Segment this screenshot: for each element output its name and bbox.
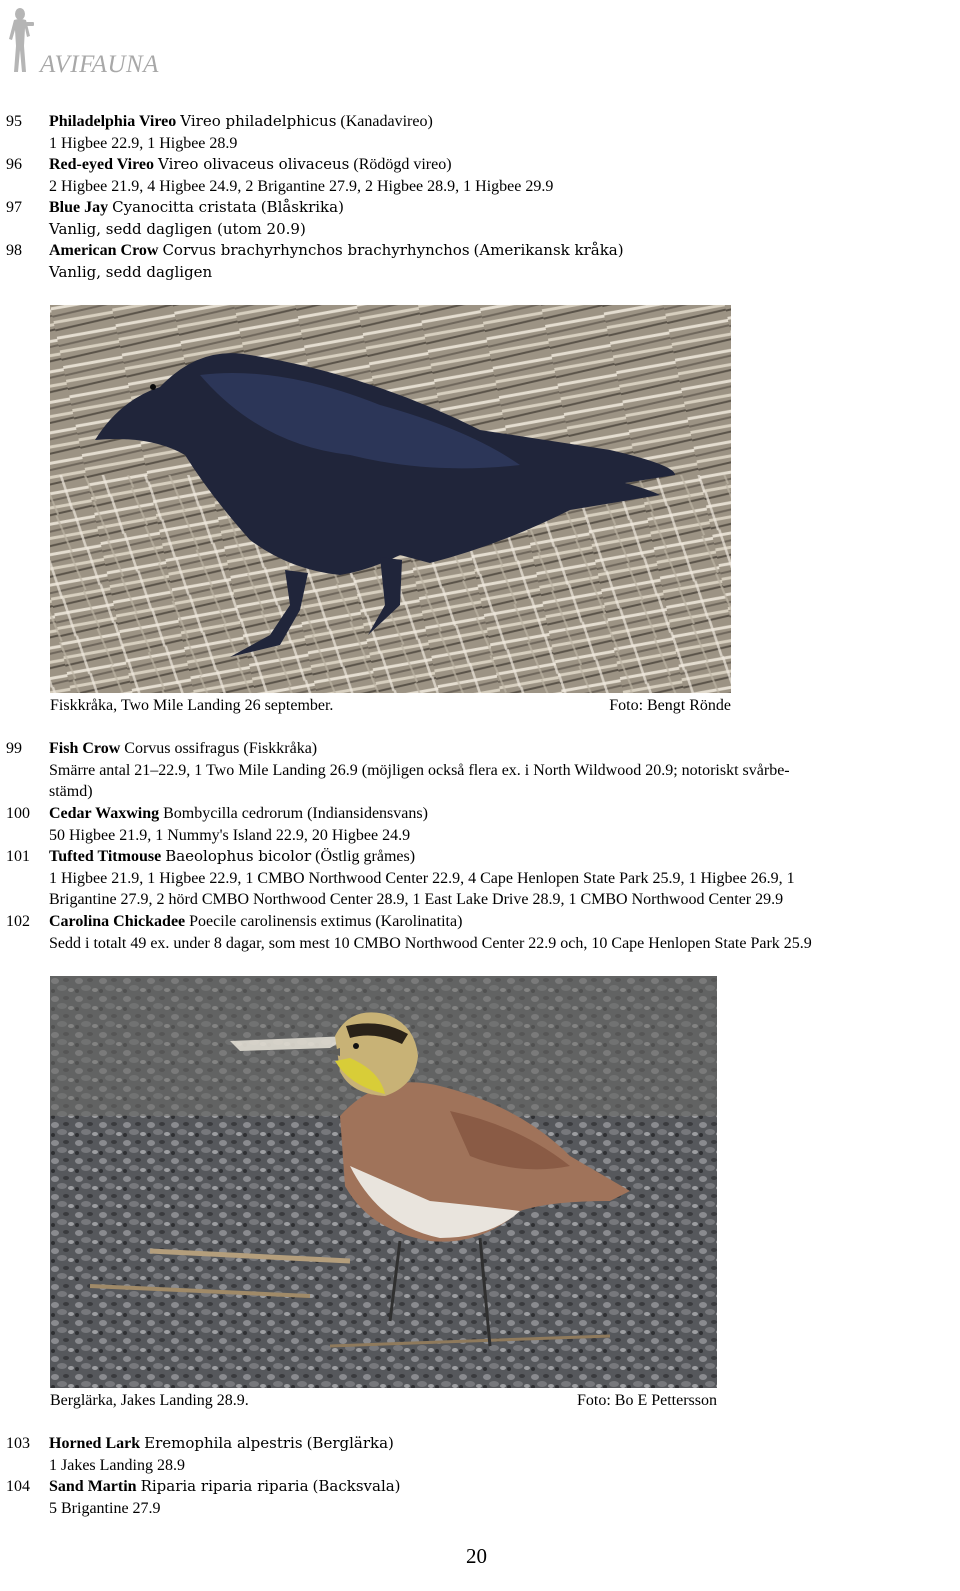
swedish-name: (Amerikansk kråka)	[473, 241, 624, 259]
observation-details: Vanlig, sedd dagligen	[49, 262, 213, 281]
entry-number: 98	[6, 242, 22, 259]
latin-name: Baeolophus bicolor	[165, 847, 312, 865]
common-name: Philadelphia Vireo	[49, 113, 177, 130]
photo-caption	[50, 695, 731, 717]
latin-name: Corvus ossifragus	[124, 740, 240, 757]
swedish-name: (Indiansidensvans)	[307, 805, 428, 822]
entry-number: 102	[6, 913, 30, 930]
entry-number: 99	[6, 740, 22, 757]
latin-name: Bombycilla cedrorum	[163, 805, 304, 822]
swedish-name: (Fiskkråka)	[243, 740, 318, 757]
observation-details: 1 Jakes Landing 28.9	[49, 1456, 185, 1474]
common-name: Fish Crow	[49, 740, 121, 757]
observation-details: Smärre antal 21–22.9, 1 Two Mile Landing 26.9 (möjligen också flera ex. i North Wildwood 20.9; notoriskt svårbe-	[49, 761, 790, 779]
common-name: American Crow	[49, 242, 159, 259]
logo-text: AVIFAUNA	[40, 51, 159, 78]
fish-crow-photo	[50, 305, 731, 693]
entry-number: 101	[6, 848, 30, 865]
photo-credit: Foto: Bo E Pettersson	[576, 1392, 717, 1409]
latin-name: Corvus brachyrhynchos brachyrhynchos	[162, 241, 470, 259]
swedish-name: (Backsvala)	[312, 1477, 401, 1495]
observation-details: Vanlig, sedd dagligen (utom 20.9)	[49, 219, 306, 238]
entry-number: 100	[6, 805, 30, 822]
swedish-name: (Kanadavireo)	[340, 113, 433, 130]
swedish-name: (Blåskrika)	[260, 198, 344, 216]
latin-name: Cyanocitta cristata	[112, 198, 257, 216]
photo-credit: Foto: Bengt Rönde	[609, 697, 731, 714]
observation-details: 1 Higbee 22.9, 1 Higbee 28.9	[49, 134, 238, 152]
entry-number: 103	[6, 1435, 30, 1452]
common-name: Tufted Titmouse	[49, 848, 162, 865]
avifauna-logo	[8, 6, 188, 81]
birdwatcher-silhouette-icon	[8, 6, 38, 76]
horned-lark-photo	[50, 976, 717, 1388]
swedish-name: (Östlig gråmes)	[315, 848, 416, 865]
caption-text: Fiskkråka, Two Mile Landing 26 september.	[50, 697, 334, 714]
latin-name: Vireo philadelphicus	[180, 112, 337, 130]
swedish-name: (Berglärka)	[306, 1434, 394, 1452]
common-name: Red-eyed Vireo	[49, 156, 155, 173]
observation-details: 2 Higbee 21.9, 4 Higbee 24.9, 2 Brigantine 27.9, 2 Higbee 28.9, 1 Higbee 29.9	[49, 177, 554, 195]
caption-text: Berglärka, Jakes Landing 28.9.	[50, 1392, 249, 1409]
entry-number: 104	[6, 1478, 30, 1495]
observation-details: stämd)	[49, 783, 93, 800]
latin-name: Eremophila alpestris	[144, 1434, 303, 1452]
latin-name: Poecile carolinensis extimus	[189, 913, 372, 930]
common-name: Horned Lark	[49, 1435, 141, 1452]
photo-caption	[50, 1390, 717, 1412]
observation-details: 50 Higbee 21.9, 1 Nummy's Island 22.9, 20 Higbee 24.9	[49, 826, 411, 844]
observation-details: 1 Higbee 21.9, 1 Higbee 22.9, 1 CMBO Northwood Center 22.9, 4 Cape Henlopen State Park 25.9, 1 Higbee 26.9, 1	[49, 869, 795, 887]
common-name: Blue Jay	[49, 199, 109, 216]
common-name: Carolina Chickadee	[49, 913, 186, 930]
observation-details: Brigantine 27.9, 2 hörd CMBO Northwood Center 28.9, 1 East Lake Drive 28.9, 1 CMBO Northwood Center 29.9	[49, 891, 784, 908]
page-number: 20	[466, 1544, 487, 1568]
common-name: Sand Martin	[49, 1478, 137, 1495]
swedish-name: (Karolinatita)	[375, 913, 463, 930]
entry-number: 96	[6, 156, 22, 173]
swedish-name: (Rödögd vireo)	[353, 156, 452, 173]
latin-name: Riparia riparia riparia	[140, 1477, 309, 1495]
latin-name: Vireo olivaceus olivaceus	[158, 155, 350, 173]
observation-details: 5 Brigantine 27.9	[49, 1499, 161, 1517]
entry-number: 95	[6, 113, 22, 130]
observation-details: Sedd i totalt 49 ex. under 8 dagar, som mest 10 CMBO Northwood Center 22.9 och, 10 Cape Henlopen State Park 25.9	[49, 934, 812, 952]
common-name: Cedar Waxwing	[49, 805, 160, 822]
entry-number: 97	[6, 199, 22, 216]
